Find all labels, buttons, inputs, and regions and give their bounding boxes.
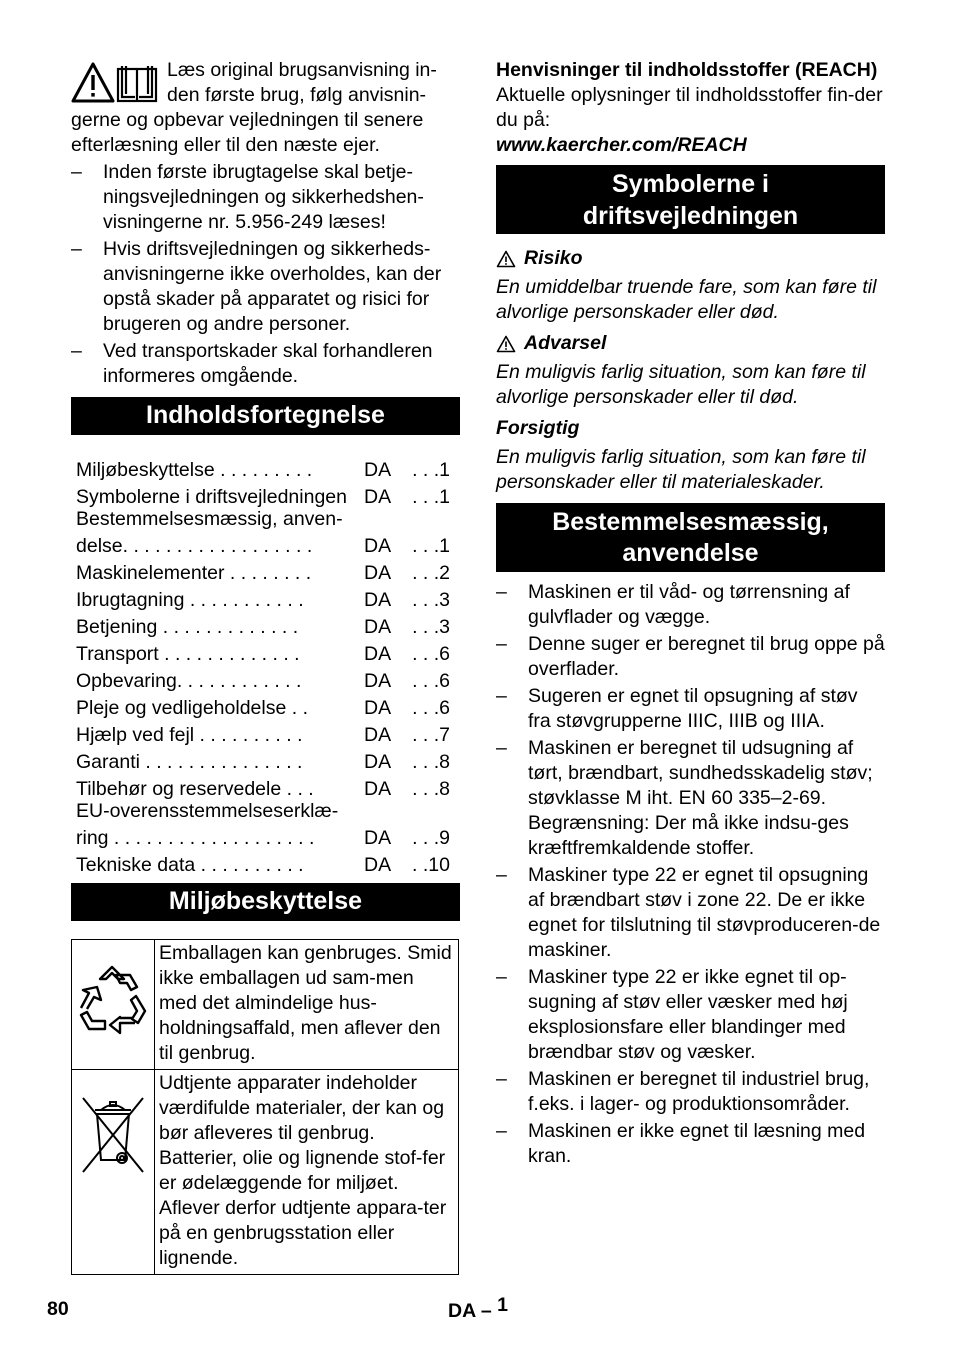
- toc-entry-title: delse. . . . . . . . . . . . . . . . . .: [76, 535, 313, 557]
- toc-entry-page: . . .1: [412, 459, 450, 481]
- footer-separator: –: [480, 1300, 492, 1322]
- toc-row: [71, 692, 460, 719]
- warning-text: En muligvis farlig situation, som kan føre til alvorlige personskader eller til død.: [496, 361, 866, 408]
- toc-entry-page: . . .7: [412, 724, 450, 746]
- toc-entry-page: . . .2: [412, 562, 450, 584]
- reach-link[interactable]: www.kaercher.com/REACH: [496, 134, 747, 156]
- intro-text: Læs original brugsanvisning in-den første brug, følg anvisnin-gerne og opbevar vejledningen til senere efterlæsning eller til den næste ejer.: [71, 59, 437, 156]
- toc-entry-page: . . .9: [412, 827, 450, 849]
- toc-entry-page: . . .6: [412, 697, 450, 719]
- toc-entry-title: Tilbehør og reservedele . . .: [76, 778, 314, 800]
- toc-row: [71, 849, 460, 876]
- caution-text: En muligvis farlig situation, som kan føre til personskader eller til materialeskader.: [496, 446, 866, 493]
- toc-row: [71, 530, 460, 557]
- toc-row: [71, 508, 460, 530]
- toc-entry-lang: DA: [364, 670, 392, 692]
- toc-entry-lang: DA: [364, 778, 392, 800]
- warning-triangle-icon: [496, 250, 516, 268]
- toc-entry-lang: DA: [364, 459, 392, 481]
- toc-row: [71, 557, 460, 584]
- toc-entry-lang: [364, 508, 410, 530]
- toc-entry-title: Ibrugtagning . . . . . . . . . . .: [76, 589, 304, 611]
- list-item: – Maskinen er ikke egnet til læsning med kran.: [496, 1119, 885, 1169]
- warning-label-row: [496, 331, 885, 356]
- toc-row: [71, 454, 460, 481]
- environment-table: [71, 939, 459, 1275]
- list-item: – Maskiner type 22 er ikke egnet til op-sugning af støv eller væsker med høj eksplosionsfare eller blandinger med brændbar støv og væsker.: [496, 965, 885, 1065]
- list-item: – Maskinen er beregnet til udsugning af tørt, brændbart, sundhedsskadelig støv; støvklasse M iht. EN 60 335–2-69. Begrænsning: Der må ikke indsu-ges kræftfremkaldende stoffer.: [496, 736, 885, 861]
- table-row: [72, 940, 459, 1070]
- footer-lang: DA: [448, 1300, 476, 1322]
- toc-entry-lang: DA: [364, 724, 392, 746]
- toc-entry-lang: DA: [364, 486, 392, 508]
- toc-entry-lang: DA: [364, 589, 392, 611]
- warning-triangle-icon: [73, 64, 113, 101]
- recycle-icon: [75, 963, 151, 1039]
- toc-row: [71, 584, 460, 611]
- toc-row: [71, 746, 460, 773]
- risk-label: Risiko: [524, 247, 583, 269]
- list-item: – Maskinen er til våd- og tørrensning af gulvflader og vægge.: [496, 580, 885, 630]
- packaging-text: Emballagen kan genbruges. Smid ikke emballagen ud sam-men med det almindelige hus-holdningsaffald, men aflever den til genbrug.: [155, 940, 459, 1070]
- toc-entry-page: . . .1: [412, 486, 450, 508]
- intro-bullet-list: [71, 160, 460, 389]
- recycle-icon-cell: [72, 940, 155, 1070]
- symbols-heading-text: Symbolerne i driftsvejledningen: [582, 169, 799, 230]
- toc-entry-page: . . .3: [412, 616, 450, 638]
- toc-row: [71, 611, 460, 638]
- intro-block: [71, 58, 460, 158]
- reach-heading: Henvisninger til indholdsstoffer (REACH): [496, 59, 878, 81]
- environment-heading: Miljøbeskyttelse: [71, 883, 460, 921]
- toc-row: [71, 719, 460, 746]
- risk-text: En umiddelbar truende fare, som kan føre til alvorlige personskader eller død.: [496, 276, 877, 323]
- toc-entry-lang: [364, 800, 410, 822]
- reach-text: Aktuelle oplysninger til indholdsstoffer fin-der du på:: [496, 84, 883, 131]
- intended-use-list: [496, 580, 885, 1169]
- left-column: [71, 58, 460, 1275]
- toc-entry-title: Garanti . . . . . . . . . . . . . . .: [76, 751, 303, 773]
- toc-entry-title: Opbevaring. . . . . . . . . . . .: [76, 670, 302, 692]
- list-item: – Inden første ibrugtagelse skal betje-ningsvejledningen og sikkerhedshen-visningerne nr. 5.956-249 læses!: [71, 160, 460, 235]
- toc-entry-title: Transport . . . . . . . . . . . . .: [76, 643, 300, 665]
- toc-entry-title: Maskinelementer . . . . . . . .: [76, 562, 312, 584]
- intended-use-heading-text: Bestemmelsesmæssig, anvendelse: [552, 507, 829, 567]
- toc-entry-title: EU-overensstemmelseserklæ-: [76, 800, 339, 822]
- weee-icon-cell: [72, 1070, 155, 1275]
- right-column: [496, 58, 885, 1169]
- manual-book-icon: [118, 66, 156, 101]
- toc-entry-lang: DA: [364, 854, 392, 876]
- toc-entry-lang: DA: [364, 827, 392, 849]
- list-item: – Ved transportskader skal forhandleren informeres omgående.: [71, 339, 460, 389]
- toc-entry-title: Hjælp ved fejl . . . . . . . . . .: [76, 724, 303, 746]
- page-number: 80: [47, 1298, 69, 1320]
- toc-heading: Indholdsfortegnelse: [71, 397, 460, 435]
- intended-use-heading: [496, 503, 885, 572]
- caution-label: Forsigtig: [496, 417, 580, 439]
- list-item: – Sugeren er egnet til opsugning af støv fra støvgrupperne IIIC, IIIB og IIIA.: [496, 684, 885, 734]
- toc-entry-page: [410, 800, 460, 822]
- devices-text: Udtjente apparater indeholder værdifulde materialer, der kan og bør afleveres til genbrug. Batterier, olie og lignende stof-fer er ødelæggende for miljøet. Aflever derfor udtjente appara-ter på en genbrugsstation eller lignende.: [155, 1070, 459, 1275]
- toc-entry-page: . . .6: [412, 670, 450, 692]
- toc-entry-lang: DA: [364, 616, 392, 638]
- toc-entry-title: ring . . . . . . . . . . . . . . . . . . .: [76, 827, 315, 849]
- toc-row: [71, 822, 460, 849]
- symbols-heading: [496, 165, 885, 234]
- toc-entry-title: Tekniske data . . . . . . . . . .: [76, 854, 304, 876]
- toc-entry-lang: DA: [364, 643, 392, 665]
- risk-label-row: [496, 246, 885, 271]
- toc-row: [71, 481, 460, 508]
- table-row: [72, 1070, 459, 1275]
- toc-entry-title: Symbolerne i driftsvejledningen: [76, 486, 347, 508]
- toc-row: [71, 665, 460, 692]
- toc-row: [71, 800, 460, 822]
- toc-row: [71, 638, 460, 665]
- toc-entry-lang: DA: [364, 751, 392, 773]
- toc-entry-page: . .10: [412, 854, 450, 876]
- toc-entry-page: [410, 508, 460, 530]
- toc-entry-title: Betjening . . . . . . . . . . . . .: [76, 616, 299, 638]
- toc-entry-lang: DA: [364, 697, 392, 719]
- warning-triangle-icon: [496, 335, 516, 353]
- toc-entry-page: . . .1: [412, 535, 450, 557]
- list-item: – Maskinen er beregnet til industriel brug, f.eks. i lager- og produktionsområder.: [496, 1067, 885, 1117]
- footer-local-page: 1: [497, 1294, 509, 1316]
- footer-section: [448, 1294, 509, 1324]
- toc-entry-lang: DA: [364, 535, 392, 557]
- intro-icons: [71, 61, 161, 105]
- toc-entry-lang: DA: [364, 562, 392, 584]
- toc-entry-page: . . .3: [412, 589, 450, 611]
- toc-entry-page: . . .6: [412, 643, 450, 665]
- toc-entry-title: Bestemmelsesmæssig, anven-: [76, 508, 343, 530]
- list-item: – Hvis driftsvejledningen og sikkerheds-anvisningerne ikke overholdes, kan der opstå skader på apparatet og risici for brugeren og andre personer.: [71, 237, 460, 337]
- toc-entry-page: . . .8: [412, 751, 450, 773]
- toc-table: [71, 454, 460, 876]
- toc-entry-title: Miljøbeskyttelse . . . . . . . . .: [76, 459, 313, 481]
- toc-entry-page: . . .8: [412, 778, 450, 800]
- toc-entry-title: Pleje og vedligeholdelse . .: [76, 697, 308, 719]
- warning-label: Advarsel: [524, 332, 607, 354]
- list-item: – Denne suger er beregnet til brug oppe på overflader.: [496, 632, 885, 682]
- toc-row: [71, 773, 460, 800]
- list-item: – Maskiner type 22 er egnet til opsugning af brændbart støv i zone 22. De er ikke egnet for tilslutning til støvproduceren-de maskiner.: [496, 863, 885, 963]
- crossed-bin-icon: [75, 1088, 151, 1178]
